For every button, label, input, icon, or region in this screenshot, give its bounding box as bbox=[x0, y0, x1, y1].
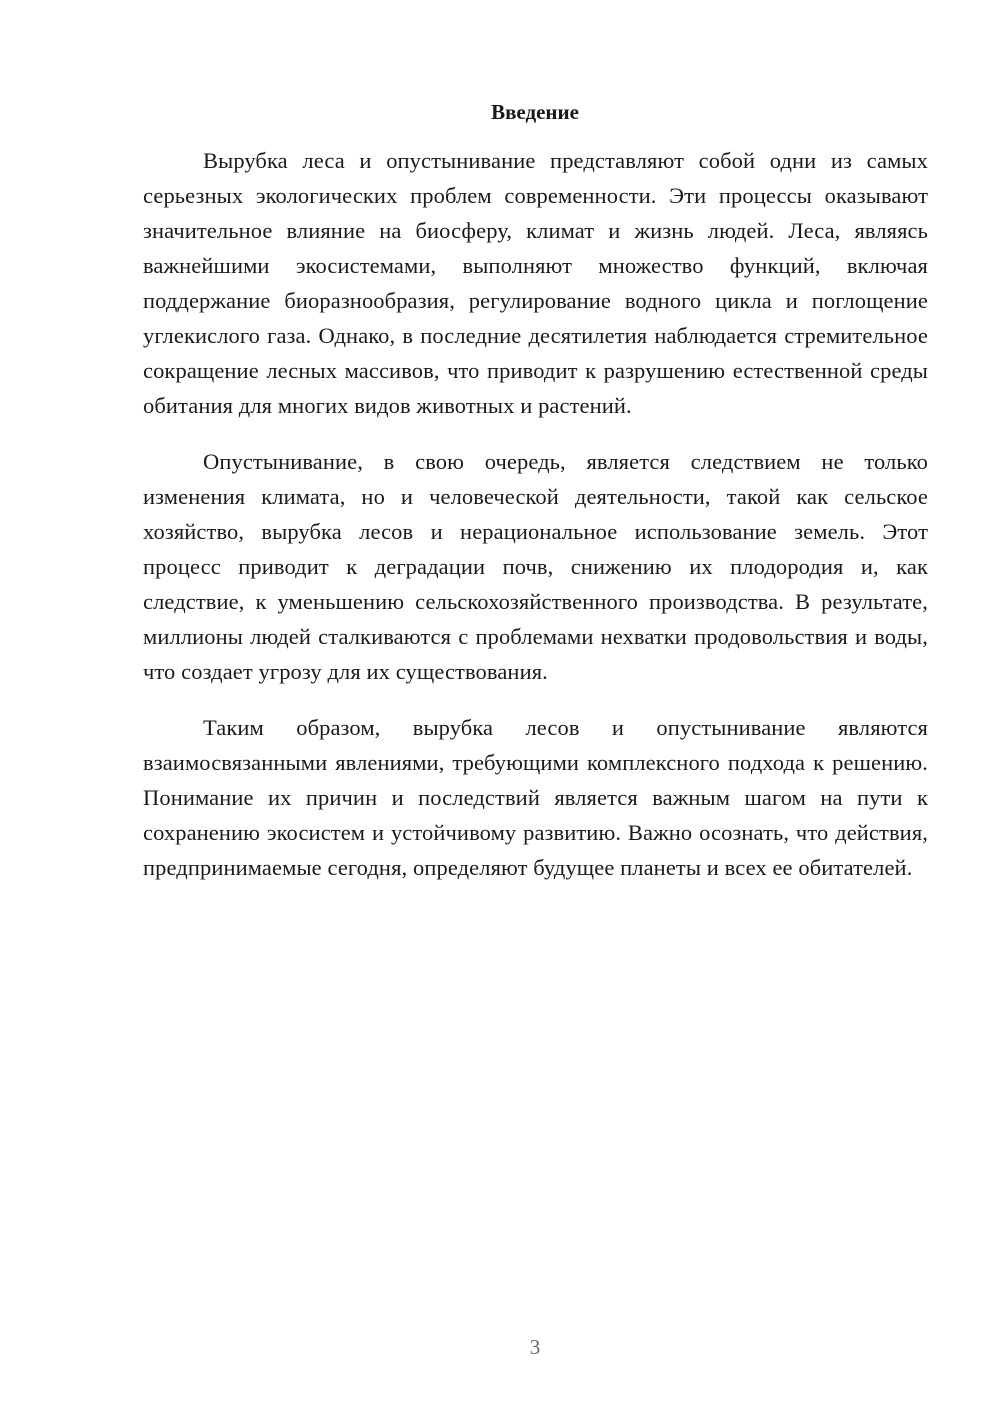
paragraph-2: Опустынивание, в свою очередь, является следствием не только изменения климата, но и человеческой деятельности, такой как сельское хозяйство, вырубка лесов и нерациональное использование земель. Этот процесс приводит к деградации почв, снижению их плодородия и, как следствие, к уменьшению сельскохозяйственного производства. В результате, миллионы людей сталкиваются с проблемами нехватки продовольствия и воды, что создает угрозу для их существования. bbox=[143, 449, 928, 684]
paragraph-1: Вырубка леса и опустынивание представляют собой одни из самых серьезных экологических проблем современности. Эти процессы оказывают значительное влияние на биосферу, климат и жизнь людей. Леса, являясь важнейшими экосистемами, выполняют множество функций, включая поддержание биоразнообразия, регулирование водного цикла и поглощение углекислого газа. Однако, в последние десятилетия наблюдается стремительное сокращение лесных массивов, что приводит к разрушению естественной среды обитания для многих видов животных и растений. bbox=[143, 148, 928, 418]
paragraph-3: Таким образом, вырубка лесов и опустынивание являются взаимосвязанными явлениями, требующими комплексного подхода к решению. Понимание их причин и последствий является важным шагом на пути к сохранению экосистем и устойчивому развитию. Важно осознать, что действия, предпринимаемые сегодня, определяют будущее планеты и всех ее обитателей. bbox=[143, 715, 928, 880]
body-text bbox=[143, 143, 928, 906]
section-title: Введение bbox=[491, 100, 579, 124]
page-number: 3 bbox=[529, 1335, 541, 1359]
